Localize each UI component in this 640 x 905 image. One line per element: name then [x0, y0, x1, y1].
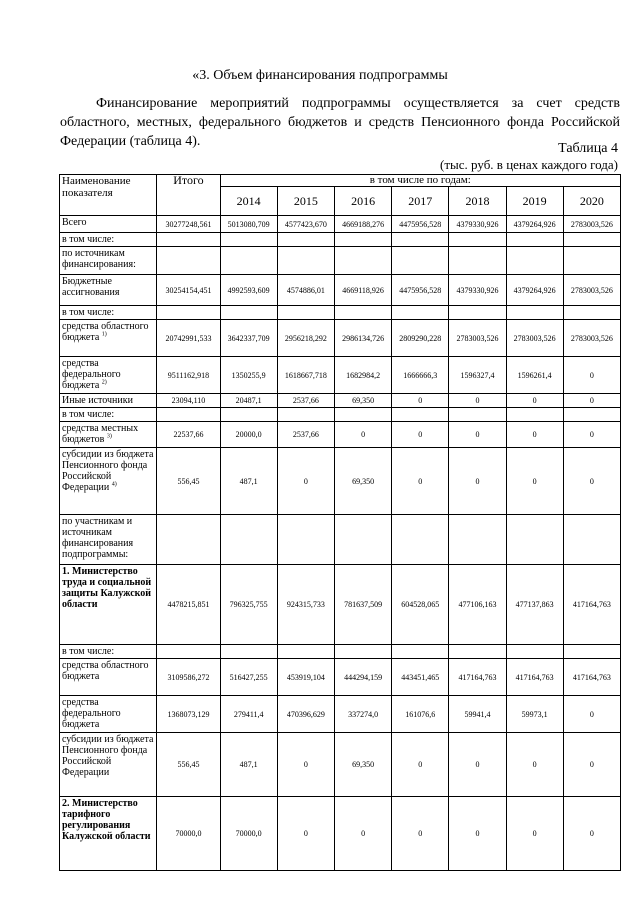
cell-year-value: 2783003,526 [449, 320, 506, 357]
cell-year-value: 20000,0 [220, 422, 277, 448]
cell-year-value [506, 306, 563, 320]
row-label [60, 565, 157, 645]
cell-year-value [220, 247, 277, 275]
cell-year-value: 69,350 [334, 733, 391, 797]
cell-year-value: 69,350 [334, 394, 391, 408]
table-row [60, 645, 621, 659]
cell-year-value: 279411,4 [220, 696, 277, 733]
cell-total: 20742991,533 [157, 320, 220, 357]
cell-year-value [334, 233, 391, 247]
table-row [60, 394, 621, 408]
row-label [60, 448, 157, 515]
cell-year-value [392, 306, 449, 320]
cell-year-value: 0 [563, 394, 620, 408]
cell-year-value: 0 [563, 733, 620, 797]
cell-year-value: 0 [449, 448, 506, 515]
header-total: Итого [157, 175, 220, 216]
row-label [60, 306, 157, 320]
cell-year-value: 1618667,718 [277, 357, 334, 394]
header-row-1 [60, 175, 621, 187]
cell-year-value: 4574886,01 [277, 275, 334, 306]
cell-year-value: 0 [506, 422, 563, 448]
cell-year-value: 4577423,670 [277, 216, 334, 233]
row-label-text: в том числе: [62, 409, 115, 420]
cell-year-value: 0 [392, 797, 449, 871]
cell-year-value: 487,1 [220, 733, 277, 797]
cell-year-value: 0 [506, 448, 563, 515]
cell-year-value: 477106,163 [449, 565, 506, 645]
cell-year-value [563, 233, 620, 247]
cell-year-value [449, 515, 506, 565]
header-year: 2020 [563, 187, 620, 216]
row-label [60, 733, 157, 797]
intro-paragraph-text: Финансирование мероприятий подпрограммы осуществляется за счет средств областного, местных, федерального бюджетов и средств Пенсионного фонда Российской Федерации (таблица 4). [60, 96, 620, 149]
table-row [60, 565, 621, 645]
table-row [60, 233, 621, 247]
cell-total: 23094,110 [157, 394, 220, 408]
row-label [60, 394, 157, 408]
row-label-text: средства областного бюджета [62, 321, 149, 343]
cell-total [157, 408, 220, 422]
cell-total [157, 306, 220, 320]
cell-year-value [506, 408, 563, 422]
cell-total: 1368073,129 [157, 696, 220, 733]
cell-year-value [563, 306, 620, 320]
cell-year-value [220, 306, 277, 320]
table-row [60, 659, 621, 696]
cell-year-value: 0 [449, 422, 506, 448]
row-label-text: 2. Министерство тарифного регулирования Калужской области [62, 798, 151, 842]
cell-year-value: 4379330,926 [449, 216, 506, 233]
cell-year-value [506, 247, 563, 275]
cell-total [157, 645, 220, 659]
cell-total: 22537,66 [157, 422, 220, 448]
row-label [60, 696, 157, 733]
cell-year-value [277, 515, 334, 565]
cell-year-value: 337274,0 [334, 696, 391, 733]
cell-year-value [449, 247, 506, 275]
table-row [60, 515, 621, 565]
cell-year-value: 0 [334, 422, 391, 448]
intro-paragraph [60, 94, 620, 151]
cell-year-value: 0 [563, 696, 620, 733]
cell-year-value: 4379264,926 [506, 216, 563, 233]
table-row [60, 448, 621, 515]
cell-year-value [392, 247, 449, 275]
cell-total [157, 247, 220, 275]
cell-year-value: 417164,763 [563, 659, 620, 696]
cell-year-value [277, 408, 334, 422]
table-units: (тыс. руб. в ценах каждого года) [440, 157, 618, 172]
header-name: Наименование показателя [60, 175, 157, 216]
cell-year-value [220, 233, 277, 247]
table-row [60, 696, 621, 733]
cell-total: 4478215,851 [157, 565, 220, 645]
cell-year-value: 0 [392, 422, 449, 448]
cell-year-value [220, 408, 277, 422]
header-year: 2019 [506, 187, 563, 216]
cell-year-value: 1596327,4 [449, 357, 506, 394]
header-year: 2017 [392, 187, 449, 216]
cell-total: 556,45 [157, 448, 220, 515]
financing-table [59, 174, 621, 871]
cell-year-value [506, 645, 563, 659]
cell-year-value: 3642337,709 [220, 320, 277, 357]
cell-year-value: 20487,1 [220, 394, 277, 408]
cell-year-value: 69,350 [334, 448, 391, 515]
cell-year-value: 2783003,526 [506, 320, 563, 357]
cell-year-value: 0 [563, 797, 620, 871]
header-year: 2014 [220, 187, 277, 216]
row-label [60, 422, 157, 448]
row-label [60, 320, 157, 357]
cell-year-value: 453919,104 [277, 659, 334, 696]
table-row [60, 247, 621, 275]
cell-year-value: 0 [506, 394, 563, 408]
row-label-text: 1. Министерство труда и социальной защиты Калужской области [62, 566, 152, 610]
cell-year-value [392, 515, 449, 565]
cell-year-value: 4992593,609 [220, 275, 277, 306]
cell-year-value: 487,1 [220, 448, 277, 515]
cell-year-value: 796325,755 [220, 565, 277, 645]
cell-year-value: 1596261,4 [506, 357, 563, 394]
cell-year-value: 2783003,526 [563, 320, 620, 357]
cell-year-value [392, 233, 449, 247]
cell-year-value [392, 645, 449, 659]
cell-year-value: 0 [563, 422, 620, 448]
cell-year-value: 0 [277, 448, 334, 515]
cell-year-value: 470396,629 [277, 696, 334, 733]
cell-year-value: 161076,6 [392, 696, 449, 733]
row-label [60, 275, 157, 306]
table-row [60, 216, 621, 233]
cell-year-value: 2809290,228 [392, 320, 449, 357]
header-years-caption: в том числе по годам: [220, 175, 620, 187]
cell-year-value: 2537,66 [277, 394, 334, 408]
cell-year-value: 417164,763 [563, 565, 620, 645]
cell-year-value: 604528,065 [392, 565, 449, 645]
table-row [60, 357, 621, 394]
row-label-text: средства федерального бюджета [62, 697, 121, 730]
footnote-marker: 1) [101, 331, 107, 338]
cell-year-value [563, 515, 620, 565]
cell-year-value: 4669118,926 [334, 275, 391, 306]
row-label [60, 408, 157, 422]
row-label [60, 216, 157, 233]
cell-year-value [277, 247, 334, 275]
cell-year-value: 1350255,9 [220, 357, 277, 394]
cell-year-value: 0 [449, 394, 506, 408]
row-label-text: субсидии из бюджета Пенсионного фонда Российской Федерации [62, 449, 154, 493]
cell-year-value: 443451,465 [392, 659, 449, 696]
row-label [60, 645, 157, 659]
cell-year-value [449, 233, 506, 247]
table-row [60, 797, 621, 871]
cell-total [157, 515, 220, 565]
row-label-text: в том числе: [62, 307, 115, 318]
cell-year-value: 924315,733 [277, 565, 334, 645]
row-label-text: субсидии из бюджета Пенсионного фонда Российской Федерации [62, 734, 154, 778]
cell-year-value [449, 408, 506, 422]
cell-year-value [334, 645, 391, 659]
row-label-text: средства местных бюджетов [62, 423, 139, 445]
cell-total: 70000,0 [157, 797, 220, 871]
footnote-marker: 3) [106, 433, 112, 440]
cell-year-value [563, 645, 620, 659]
cell-year-value: 0 [392, 733, 449, 797]
row-label-text: по источникам финансирования: [62, 248, 136, 270]
table-row [60, 422, 621, 448]
cell-year-value: 0 [506, 797, 563, 871]
table-row [60, 408, 621, 422]
cell-year-value: 2956218,292 [277, 320, 334, 357]
table-number: Таблица 4 [558, 141, 618, 156]
row-label [60, 797, 157, 871]
cell-total: 30277248,561 [157, 216, 220, 233]
cell-year-value: 0 [277, 733, 334, 797]
cell-year-value: 0 [334, 797, 391, 871]
footnote-marker: 2) [101, 379, 107, 386]
header-year: 2015 [277, 187, 334, 216]
cell-year-value [506, 233, 563, 247]
cell-year-value [449, 645, 506, 659]
cell-total: 3109586,272 [157, 659, 220, 696]
footnote-marker: 4) [111, 481, 117, 488]
cell-year-value: 0 [563, 448, 620, 515]
cell-year-value: 2783003,526 [563, 275, 620, 306]
cell-year-value [334, 247, 391, 275]
cell-year-value [277, 233, 334, 247]
cell-year-value [334, 306, 391, 320]
table-row [60, 320, 621, 357]
table-row [60, 275, 621, 306]
cell-year-value: 70000,0 [220, 797, 277, 871]
cell-year-value: 59973,1 [506, 696, 563, 733]
cell-year-value [563, 408, 620, 422]
cell-year-value: 0 [449, 733, 506, 797]
cell-year-value: 2783003,526 [563, 216, 620, 233]
cell-total [157, 233, 220, 247]
header-year: 2018 [449, 187, 506, 216]
cell-year-value: 0 [392, 394, 449, 408]
cell-year-value [392, 408, 449, 422]
row-label [60, 659, 157, 696]
cell-total: 556,45 [157, 733, 220, 797]
cell-year-value [334, 515, 391, 565]
row-label [60, 233, 157, 247]
row-label-text: по участникам и источникам финансирования подпрограммы: [62, 516, 134, 560]
cell-year-value: 516427,255 [220, 659, 277, 696]
row-label-text: в том числе: [62, 646, 115, 657]
row-label-text: средства федерального бюджета [62, 358, 121, 391]
row-label [60, 357, 157, 394]
cell-year-value: 0 [563, 357, 620, 394]
cell-year-value [563, 247, 620, 275]
cell-year-value: 59941,4 [449, 696, 506, 733]
cell-year-value: 0 [392, 448, 449, 515]
cell-year-value: 477137,863 [506, 565, 563, 645]
row-label-text: в том числе: [62, 234, 115, 245]
cell-year-value [277, 645, 334, 659]
cell-year-value: 2537,66 [277, 422, 334, 448]
cell-year-value [449, 306, 506, 320]
row-label [60, 247, 157, 275]
cell-year-value: 0 [449, 797, 506, 871]
row-label-text: Иные источники [62, 395, 133, 406]
cell-total: 9511162,918 [157, 357, 220, 394]
table-row [60, 733, 621, 797]
cell-year-value: 4379264,926 [506, 275, 563, 306]
cell-year-value: 417164,763 [506, 659, 563, 696]
row-label-text: Всего [62, 217, 87, 228]
cell-year-value: 4475956,528 [392, 216, 449, 233]
cell-year-value [277, 306, 334, 320]
cell-year-value [220, 515, 277, 565]
cell-year-value [506, 515, 563, 565]
cell-year-value: 5013080,709 [220, 216, 277, 233]
cell-year-value: 1666666,3 [392, 357, 449, 394]
row-label-text: Бюджетные ассигнования [62, 276, 120, 298]
cell-year-value: 0 [506, 733, 563, 797]
table-row [60, 306, 621, 320]
section-heading: «3. Объем финансирования подпрограммы [192, 68, 448, 83]
row-label-text: средства областного бюджета [62, 660, 149, 682]
cell-year-value: 2986134,726 [334, 320, 391, 357]
cell-year-value: 781637,509 [334, 565, 391, 645]
cell-year-value: 4379330,926 [449, 275, 506, 306]
row-label [60, 515, 157, 565]
table-body [60, 175, 621, 871]
cell-year-value: 444294,159 [334, 659, 391, 696]
header-year: 2016 [334, 187, 391, 216]
cell-year-value [334, 408, 391, 422]
cell-year-value: 0 [277, 797, 334, 871]
cell-year-value: 417164,763 [449, 659, 506, 696]
cell-year-value: 4475956,528 [392, 275, 449, 306]
cell-year-value: 4669188,276 [334, 216, 391, 233]
cell-total: 30254154,451 [157, 275, 220, 306]
cell-year-value [220, 645, 277, 659]
cell-year-value: 1682984,2 [334, 357, 391, 394]
